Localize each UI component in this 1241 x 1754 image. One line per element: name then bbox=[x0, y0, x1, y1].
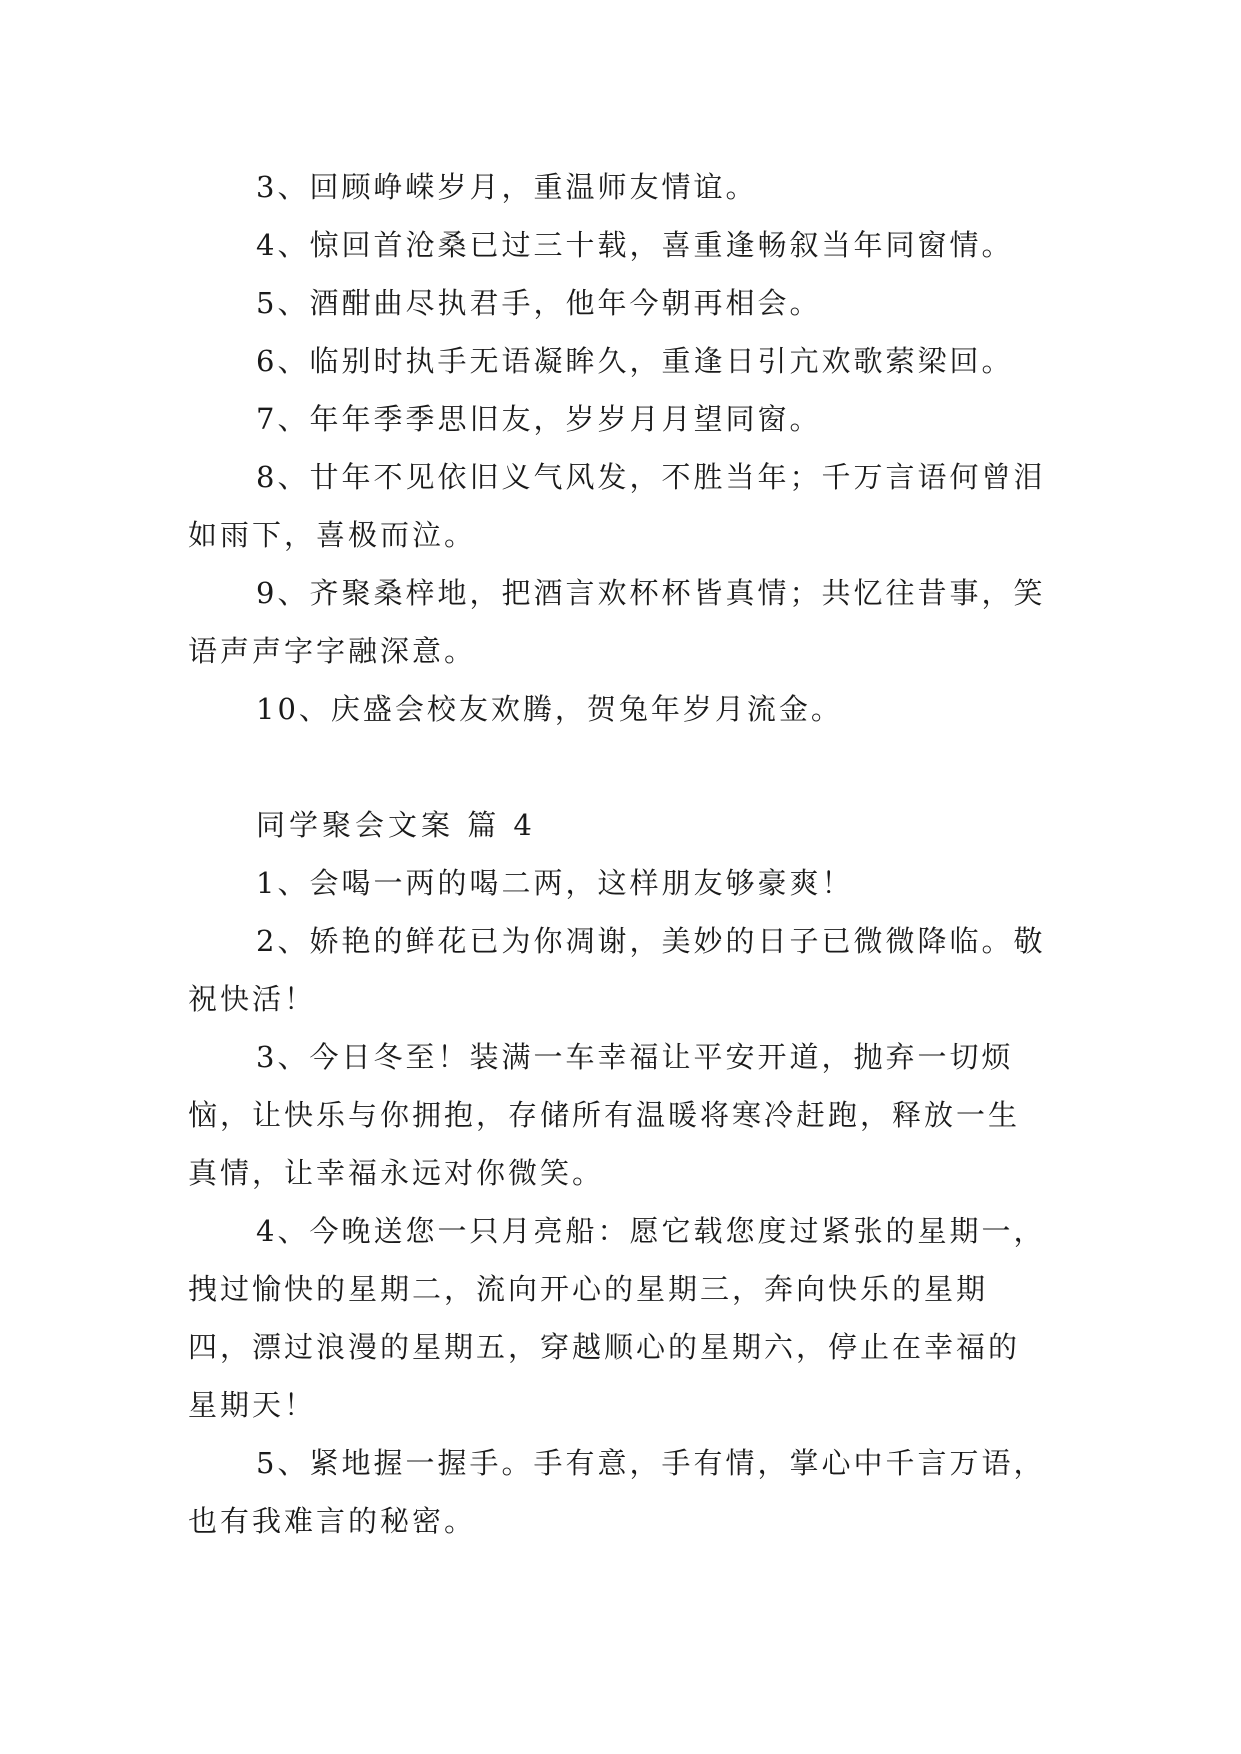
list-item: 10、庆盛会校友欢腾，贺兔年岁月流金。 bbox=[256, 692, 843, 726]
list-item: 9、齐聚桑梓地，把酒言欢杯杯皆真情；共忆往昔事，笑语声声字字融深意。 bbox=[188, 576, 1046, 668]
list-item: 5、紧地握一握手。手有意，手有情，掌心中千言万语，也有我难言的秘密。 bbox=[188, 1446, 1046, 1538]
list-item: 8、廿年不见依旧义气风发，不胜当年；千万言语何曾泪如雨下，喜极而泣。 bbox=[188, 460, 1046, 552]
list-item: 7、年年季季思旧友，岁岁月月望同窗。 bbox=[256, 402, 822, 436]
list-item: 4、今晚送您一只月亮船：愿它载您度过紧张的星期一，拽过愉快的星期二，流向开心的星期三，奔向快乐的星期四，漂过浪漫的星期五，穿越顺心的星期六，停止在幸福的星期天！ bbox=[188, 1214, 1046, 1422]
section-spacer bbox=[188, 738, 1048, 796]
list-item: 6、临别时执手无语凝眸久，重逢日引亢欢歌萦梁回。 bbox=[256, 344, 1014, 378]
list-item: 5、酒酣曲尽执君手，他年今朝再相会。 bbox=[256, 286, 822, 320]
document-body bbox=[188, 158, 1048, 1550]
section-heading: 同学聚会文案 篇 4 bbox=[256, 808, 536, 842]
list-item: 2、娇艳的鲜花已为你凋谢，美妙的日子已微微降临。敬祝快活！ bbox=[188, 924, 1046, 1016]
list-item: 1、会喝一两的喝二两，这样朋友够豪爽！ bbox=[256, 866, 854, 900]
list-item: 4、惊回首沧桑已过三十载，喜重逢畅叙当年同窗情。 bbox=[256, 228, 1014, 262]
list-item: 3、回顾峥嵘岁月，重温师友情谊。 bbox=[256, 170, 758, 204]
list-item: 3、今日冬至！装满一车幸福让平安开道，抛弃一切烦恼，让快乐与你拥抱，存储所有温暖将寒冷赶跑，释放一生真情，让幸福永远对你微笑。 bbox=[188, 1040, 1021, 1190]
